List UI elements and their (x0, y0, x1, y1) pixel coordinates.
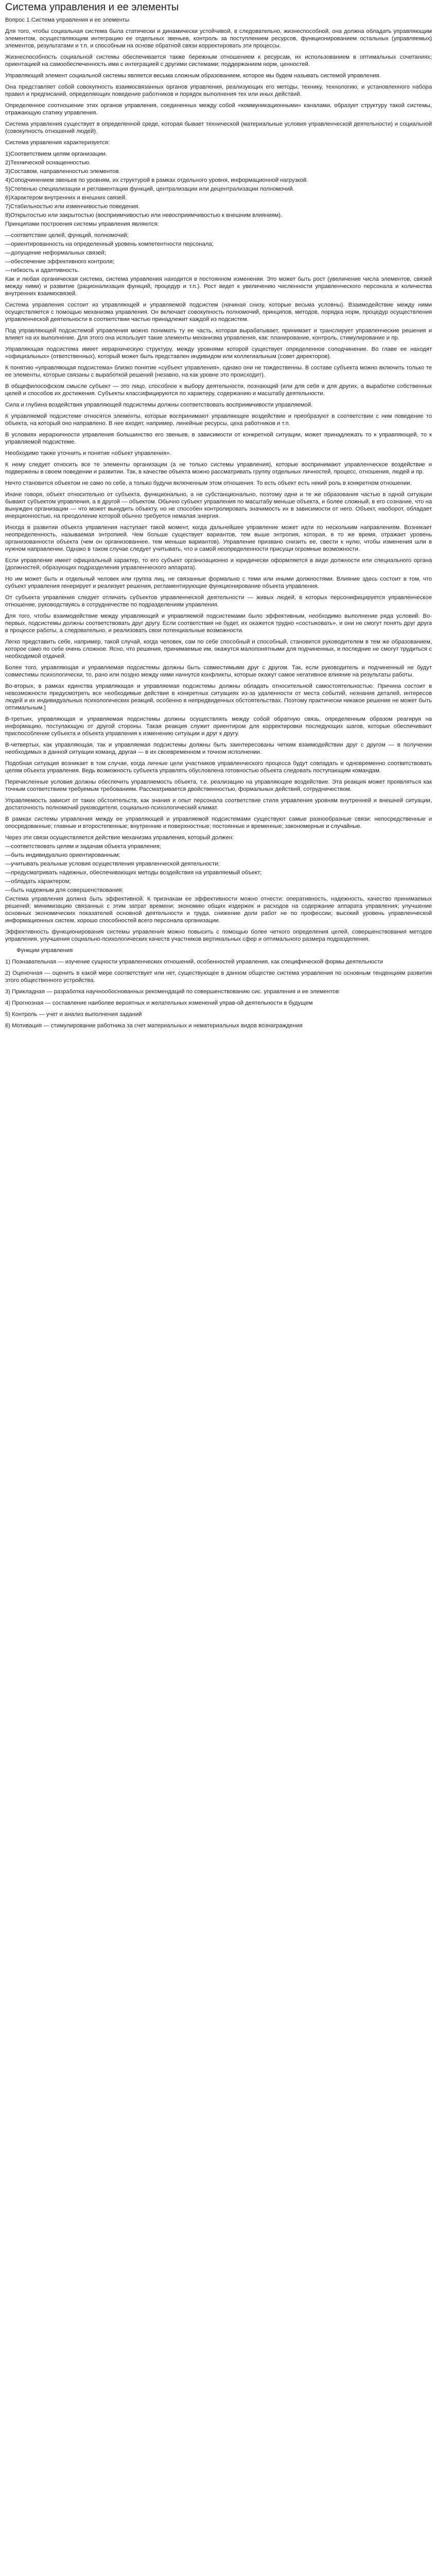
paragraph: Подобная ситуация возникает в том случае, когда личные цели участников управленческого процесса будут совпадать и одновременно соответствовать целям объекта управления. Ведь возможность субъекта управлять обусловлена готовностью объекта следовать поступающим командам. (5, 760, 432, 774)
paragraph: —ориентированность на определенный уровень компетентности персонала; (5, 241, 214, 247)
paragraph: Более того, управляющая и управляемая подсистемы должны быть совместимыми друг с другом. Так, если руководитель и подчиненный не будут совместимы психологически, то, рано или поздно между ними начнутся конфликты, которые окажут самое негативное влияние на результаты работы. (5, 665, 432, 678)
paragraph: Как и любая органическая система, система управления находится в постоянном изменении. Это может быть рост (увеличение числа элементов, связей между ними) и развитие (рационализация функций, процедур и т.п.). Рост ведет к увеличению численности управленческого персонала и количества внутренних взаимосвязей. (5, 276, 432, 297)
paragraph: 4) Прогнозная — составление наиболее вероятных и желательных изменений управ-ой деятельности в будущем (5, 1000, 313, 1006)
paragraph: —учитывать реальные условия осуществления управленческой деятельности; (5, 861, 220, 867)
paragraph: Функции управления (16, 947, 73, 954)
paragraph: —обладать характером; (5, 878, 71, 885)
paragraph: —допущение неформальных связей; (5, 250, 106, 256)
paragraph: Система управления характеризуется: (5, 140, 110, 146)
paragraph: 2) Оценочная — оценить в какой мере соответствует или нет, существующее в данном обществе система управления по основным тенденциям развития этого общественного устройства. (5, 970, 432, 984)
paragraph: 1)Соответствием целям организации. (5, 151, 107, 157)
document-page (0, 1, 436, 1029)
paragraph: 6) Мотивация — стимулирование работника за счет материальных и нематериальных видов вознаграждения (5, 1023, 303, 1029)
paragraph: К понятию «управляющая подсистема» близко понятие «субъект управления», однако они не тождественны. В составе субъекта можно включить только те ее элементы, которые связаны с выработкой решений (незавно, на как уровне это происходит). (5, 365, 432, 378)
paragraph: Управляющая подсистема имеет иерархическую структуру, между уровнями которой существует определенное соподчинение. Во главе ее находят «официальных» (ответственных), который может быть представлен индивидом или коллегиальным (совет директоров). (5, 346, 432, 360)
paragraph: Иногда в развитии объекта управления наступает такой момент, когда дальнейшее управление может идти по нескольким направлениям. Возникает неопределенность, называемая энтропией. Чем больше существует вариантов, тем выше энтропия, которая, в то же время, отражает уровень организованности объекта (чем он организованнее, тем меньше вариантов). Управление призвано снизить ее, свести к нулю, чтобы изменения шли в нужном направлении. Однако в таком случае следует учитывать, что и самой неопределенности присущи огромные возможности. (5, 524, 432, 552)
paragraph: Управляемость зависит от таких обстоятельств, как знания и опыт персонала соответствие стиля управления уровням внутренней и внешней ситуации, достаточность полномочий руководителя, социально-психологический климат. (5, 798, 432, 811)
paragraph: Вопрос 1.Система управления и ее элементы (5, 17, 130, 23)
paragraph: Принципами построения системы управления являются: (5, 221, 159, 227)
paragraph: Она представляет собой совокупность взаимосвязанных органов управления, реализующих его методы, технику, технологию, и установленного набора правил и предписаний, определяющих поведение работников и порядок выполнения тех или иных действий. (5, 84, 432, 97)
paragraph: —обеспечение эффективного контроля; (5, 259, 114, 265)
paragraph: 8)Открытостью или закрытостью (восприимчивостью или невосприимчивостью к внешним влияниям). (5, 212, 283, 218)
paragraph: От субъекта управления следует отличать субъектов управленческой деятельности — живых людей, в которых персонифицируется управленческое отношение, руководствуясь в сотрудничестве по подразделениям управления. (5, 595, 432, 608)
paragraph: 3) Прикладная — разработка научнообоснованных рекомендаций по совершенствованию сис. управления и ее элементов (5, 989, 339, 995)
paragraph: 2)Технической оснащенностью. (5, 160, 91, 166)
paragraph: Нечто становится объектом не само по себе, а только будучи включенным этом отношения. То есть объект есть некий роль в конкретном отношении. (5, 480, 412, 486)
paragraph: Легко представить себе, например, такой случай, когда человек, сам по себе способный и способный, становится руководителем в тем же образованием, которое само по себе очень сложное. Ясно, что решения, принимаемые им, окажутся малопонятными для подчиненных, и последние не смогут трудиться с необходимой отдачей. (5, 639, 432, 659)
paragraph: Эффективность функционирования системы управления можно повысить с помощью более четкого определения целей, совершенствования методов управления, улучшения социально-психологических качеств участников вертикальных сфер и оптимального размера подразделения. (5, 929, 432, 942)
paragraph: 1) Познавательная — изучение сущности управленческих отношений, особенностей управления, как специфической формы деятельности (5, 959, 383, 965)
paragraph: Но им может быть и отдельный человек или группа лиц, не связанные формально с теми или иными должностями. Влияние здесь состоит в том, что субъект управления генерирует и реализует решения, регламентирующие функционирование объекта управления. (5, 576, 432, 589)
paragraph: Система управления состоит из управляющей и управляемой подсистем (начиная снизу, которые весьма условны). Взаимодействие между ними осуществляется с помощью механизма управления. Он включает совокупность полномочий, принципов, методов, порядка норм, процедур осуществления управленческой деятельности в соответствии частью принадлежит каждой из подсистем. (5, 302, 432, 323)
paragraph: Иначе говоря, объект относительно от субъекта, функционально, а не субстанционально, поэтому одни и те же образования частью в одной ситуации бывают субъектом управления, а в другой — объектом. Обычно субъект управления по масштабу меньше объекта, и более сложный, в его сознание, что на вынужден организации — что может вынудить объекту, но не способен контролировать значимость их в зависимости от него. Объект, наоборот, обладает инерционностью, на преодоление которой обычно требуется немалая энергия. (5, 492, 432, 519)
page-title: Система управления и ее элементы (5, 2, 179, 13)
paragraph: В рамках системы управления между ее управляющей и управляемой подсистемами существуют самые разнообразные связи: непосредственные и опосредованные; главные и второстепенные; внутренние и поверхностные; постоянные и временные; закономерные и случайные. (5, 816, 432, 829)
paragraph: —соответствовать целям и задачам объекта управления; (5, 843, 161, 850)
paragraph: Жизнеспособность социальной системы обеспечивается также бережным отношением к ресурсам, их использованием в оптимальных сочетаниях; ориентацией на самообеспеченность ими с интеграцией с другими системами; поддержанием норм, ценностей. (5, 54, 432, 67)
paragraph: В общефилософском смысле субъект — это лицо, способное к выбору деятельности, познающий (или для себя и для других, а выработке собственных целей и способов их достижения. Субъекты классифицируются по характеру, содержанию и масштабу деятельности. (5, 383, 432, 397)
paragraph: К нему следует относить все те элементы организации (а не только системы управления), которые воспринимают управленческое воздействие и подвержены в своем поведении и развитии. Так, в качестве объекта можно рассматривать группу отдельных личностей, процесс, отношения, людей и пр. (5, 462, 432, 475)
paragraph: 5)Степенью специализации и регламентации функций, централизации или децентрализации полномочий. (5, 186, 294, 192)
paragraph: Управляющий элемент социальной системы является весьма сложным образованием, которое мы будем называть системой управления. (5, 73, 381, 79)
paragraph: Необходимо также уточнить и понятие «объект управления». (5, 450, 171, 456)
paragraph: Определенное соотношение этих органов управления, соединенных между собой «коммуникационными» каналами, образует структуру такой системы, отражающую статику управления. (5, 103, 432, 116)
paragraph: 6)Характером внутренних и внешних связей. (5, 195, 127, 201)
paragraph: Сила и глубина воздействия управляющей подсистемы должны соответствовать восприимчивости управляемой. (5, 402, 313, 408)
paragraph: Для того, чтобы взаимодействие между управляющей и управляемой подсистемами было эффективным, необходимо выполнение ряда условий. Во-первых, подсистемы должны соответствовать друг другу. Если соответствия не будет, их окажется трудно «состыковать», и они не смогут понять друг друга в процессе работы, а следовательно, и реализовать свои потенциальные возможности. (5, 613, 432, 634)
paragraph: 3)Составом, направленностью элементов. (5, 168, 120, 175)
paragraph: 7)Стабильностью или изменчивостью поведения. (5, 204, 140, 210)
paragraph: —быть надежным для совершенствования; (5, 887, 124, 893)
paragraph: —соответствие целей, функций, полномочий; (5, 232, 129, 239)
document-body (5, 16, 432, 1029)
paragraph: —предусматривать надежных, обеспечивающих методы воздействия на управляемый объект; (5, 870, 262, 876)
paragraph: 5) Контроль — учет и анализ выполнения заданий (5, 1011, 142, 1018)
paragraph: В-третьих, управляющая и управляемая подсистемы должны осуществлять между собой обратную связь, определенным образом реагируя на информацию, поступающую от другой стороны. Такая реакция служит ориентиром для корректировки последующих шагов, которые обеспечивают приспособление субъекта и объекта управления к изменению ситуации и друг к другу. (5, 716, 432, 737)
paragraph: В условиях иерархичности управления большинство его звеньев, в зависимости от конкретной ситуации, может принадлежать то к управляющей, то к управляемой подсистеме. (5, 432, 432, 445)
paragraph: Во-вторых, в рамках единства управляющая и управляемая подсистемы должны обладать относительной самостоятельностью. Причина состоит в невозможности предусмотреть все необходимые действия в конкретных ситуациях из-за удаленности от места событий, незнания деталей, интересов людей и их индивидуальных психологических реакций, особенно в непредвиденных обстоятельствах. Поэтому практически никакое решение не может быть оптимальным.] (5, 683, 432, 711)
paragraph: Для того, чтобы социальная система была статически и динамически устойчивой, в следовательно, жизнеспособной, она должна обладать управляющим элементом, осуществляющим интеграцию ее отдельных звеньев, контроль за поступлением ресурсов, функционированием остальных (управляемых) элементов, результатами и т.п. и способным на основе обратной связи корректировать эти процессы. (5, 28, 432, 49)
paragraph: К управляемой подсистеме относятся элементы, которые воспринимают управляющее воздействие и преобразуют в соответствии с ним поведение то объекта, на который оно направлено. В нее входят, например, линейные ресурсы, цеха работников и т.п. (5, 413, 432, 427)
paragraph: Если управление имеет официальный характер, то его субъект организационно и юридически оформляется в виде должности или специального органа (должностей, образующих подразделения управленческого аппарата). (5, 557, 432, 571)
paragraph: 4)Соподчинением звеньев по уровням, их структурой в рамках отдельного уровня, информационной нагрузкой. (5, 177, 308, 183)
paragraph: —гибкость и адаптивность. (5, 267, 79, 274)
paragraph: Система управления должна быть эффективной. К признакам ее эффективности можно отнести: оперативность, надежность, качество принимаемых решений; минимизацию связанных с этим затрат времени; экономию общих издержек и расходов на содержание аппарата управления; улучшение основных экономических показателей основной деятельности и труда, снижение доли работ не по профессии; высокий уровень управленческой информационных систем, хорошо способностей всего персонала организации. (5, 896, 432, 924)
paragraph: Перечисленные условия должны обеспечить управляемость объекта, т.е. реализацию на управляющее воздействие. Эта реакция может проявляться как точным соответствием требуемым требованиям. Рассматривается двойственностью, формальных действий, сотрудничеством. (5, 779, 432, 792)
paragraph: Под управляющей подсистемой управления можно понимать ту ее часть, которая вырабатывает, принимает и транслирует управленческие решения и влияет на их выполнение. Для этого она использует такие элементы механизма управления, как: планирование, контроль, стимулирование и пр. (5, 328, 432, 341)
paragraph: —быть индивидуально ориентированным; (5, 852, 120, 858)
paragraph: В-четвертых, как управляющая, так и управляемая подсистемы должны быть заинтересованы четким взаимодействии друг с другом — в получении необходимых в данной ситуации команд, другая — в их своевременном и точном исполнении. (5, 742, 432, 755)
paragraph: Через эти связи осуществляется действие механизма управления, который должен: (5, 835, 234, 841)
paragraph: Система управления существует в определенной среде, которая бывает технической (материальные условия управленческой деятельности) и социальной (совокупность отношений людей). (5, 121, 432, 134)
